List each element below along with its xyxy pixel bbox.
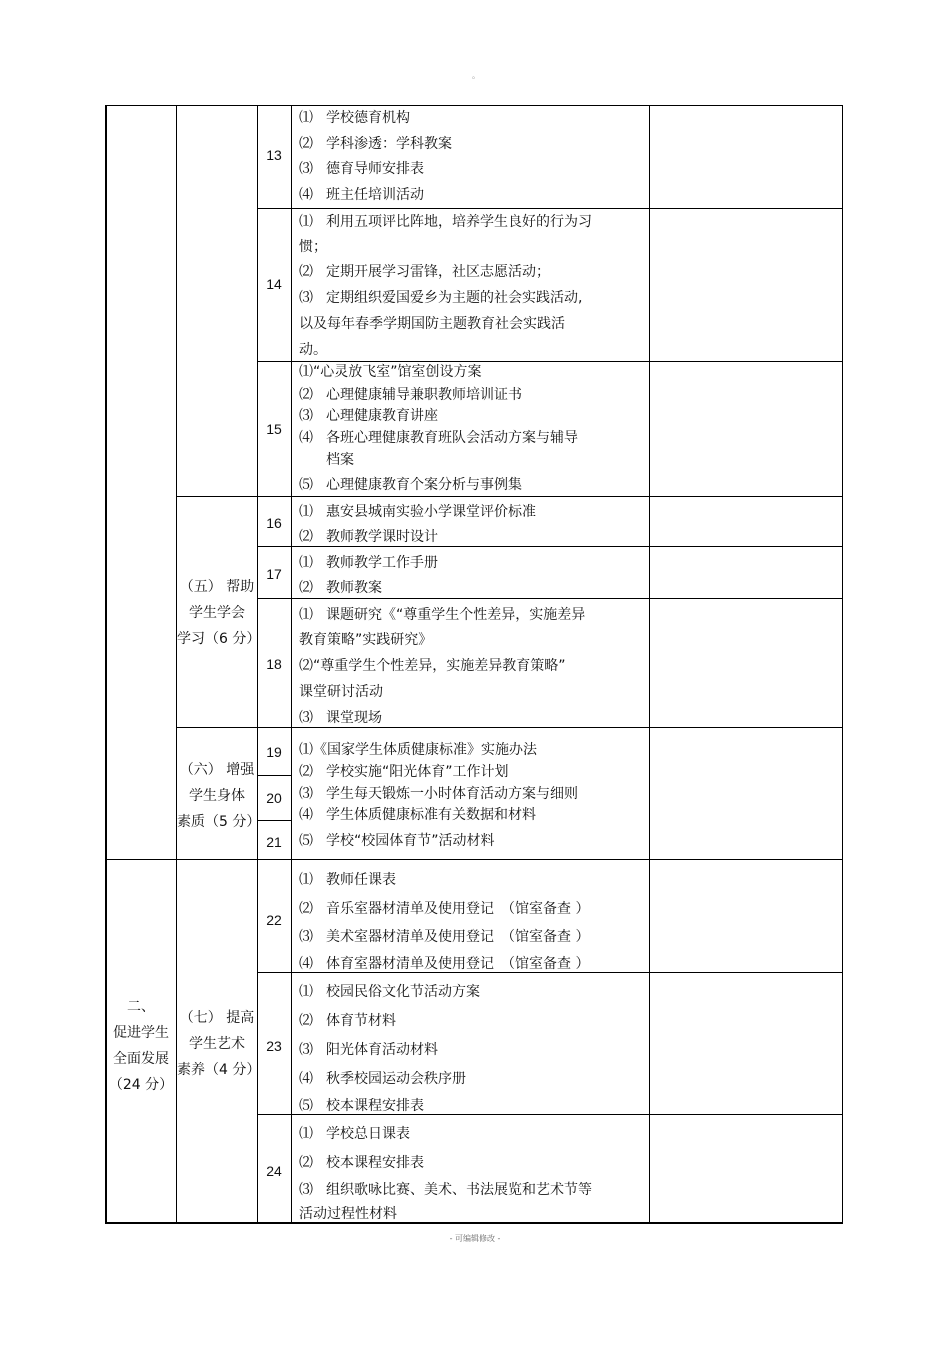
item-text: “心灵放飞室”馆室创设方案 bbox=[313, 364, 482, 380]
item-text: 学校德育机构 bbox=[326, 110, 410, 126]
list-item bbox=[299, 384, 522, 404]
item-text: 美术室器材清单及使用登记 （馆室备查 ） bbox=[326, 929, 590, 945]
list-item bbox=[299, 158, 424, 178]
item-marker: ⑴ bbox=[299, 742, 313, 758]
subsection-five-label bbox=[177, 574, 261, 652]
item-marker: ⑷ bbox=[299, 430, 313, 446]
subsection-five-line-3: 学习（6 分） bbox=[177, 631, 261, 647]
row-number: 16 bbox=[266, 515, 282, 531]
list-item bbox=[299, 604, 585, 624]
row-number: 14 bbox=[266, 276, 282, 292]
list-item bbox=[299, 1010, 396, 1030]
list-item bbox=[299, 261, 550, 281]
item-text: 档案 bbox=[326, 452, 354, 468]
list-item bbox=[299, 427, 578, 447]
row-divider-16-17 bbox=[257, 546, 843, 547]
item-marker: ⑶ bbox=[299, 1042, 313, 1058]
item-text: 心理健康辅导兼职教师培训证书 bbox=[326, 387, 522, 403]
item-text: 校本课程安排表 bbox=[326, 1098, 424, 1114]
item-text: 校园民俗文化节活动方案 bbox=[326, 984, 480, 1000]
list-item bbox=[299, 526, 438, 546]
list-item bbox=[299, 552, 438, 572]
item-text: 惠安县城南实验小学课堂评价标准 bbox=[326, 504, 536, 520]
item-text: 阳光体育活动材料 bbox=[326, 1042, 438, 1058]
row-divider-18-19 bbox=[176, 727, 843, 728]
item-marker: ⑸ bbox=[299, 1098, 313, 1114]
item-text: 活动过程性材料 bbox=[299, 1206, 397, 1222]
item-marker: ⑵ bbox=[299, 264, 313, 280]
item-marker: ⑴ bbox=[299, 214, 313, 230]
item-text: 德育导师安排表 bbox=[326, 161, 424, 177]
item-marker: ⑷ bbox=[299, 956, 313, 972]
item-text: 学校总日课表 bbox=[326, 1126, 410, 1142]
item-text: 体育室器材清单及使用登记 （馆室备查 ） bbox=[326, 956, 590, 972]
table-border-right bbox=[842, 105, 843, 1223]
item-text: 心理健康教育讲座 bbox=[326, 408, 438, 424]
list-item bbox=[299, 783, 578, 803]
item-marker: ⑴ bbox=[299, 110, 313, 126]
subsection-seven-line-1: （七） 提高 bbox=[179, 1010, 255, 1026]
item-text: 秋季校园运动会秩序册 bbox=[326, 1071, 466, 1087]
item-text: 课题研究《“尊重学生个性差异，实施差异 bbox=[326, 607, 586, 623]
subsection-seven-line-3: 素养（4 分） bbox=[177, 1062, 261, 1078]
item-text: 惯； bbox=[299, 239, 327, 255]
section-two-line-3: 全面发展 bbox=[113, 1051, 169, 1067]
table-border-bottom bbox=[105, 1222, 843, 1224]
item-marker: ⑴ bbox=[299, 607, 313, 623]
item-text: 教师教学课时设计 bbox=[326, 529, 438, 545]
item-text: 学校“校园体育节”活动材料 bbox=[326, 833, 495, 849]
item-marker: ⑵ bbox=[299, 529, 313, 545]
section-two-line-4: （24 分） bbox=[108, 1077, 174, 1093]
item-text: 定期组织爱国爱乡为主题的社会实践活动, bbox=[326, 290, 583, 306]
item-marker: ⑴ bbox=[299, 1126, 313, 1142]
item-text: 课堂现场 bbox=[326, 710, 382, 726]
list-item-continuation bbox=[299, 681, 383, 701]
row-number: 24 bbox=[266, 1163, 282, 1179]
item-marker: ⑷ bbox=[299, 187, 313, 203]
list-item bbox=[299, 830, 495, 850]
list-item bbox=[299, 577, 382, 597]
row-divider-20-21 bbox=[257, 820, 291, 821]
item-marker: ⑴ bbox=[299, 555, 313, 571]
item-marker: ⑶ bbox=[299, 710, 313, 726]
item-marker: ⑶ bbox=[299, 161, 313, 177]
list-item bbox=[299, 1068, 466, 1088]
item-marker: ⑵ bbox=[299, 387, 313, 403]
subsection-six-line-1: （六） 增强 bbox=[179, 762, 255, 778]
section-two-line-1: 二、 bbox=[127, 999, 155, 1015]
subsection-seven-line-2: 学生艺术 bbox=[189, 1036, 245, 1052]
subsection-six-line-2: 学生身体 bbox=[189, 788, 245, 804]
item-text: 利用五项评比阵地，培养学生良好的行为习 bbox=[326, 214, 592, 230]
section-two-line-2: 促进学生 bbox=[113, 1025, 169, 1041]
row-number: 17 bbox=[266, 566, 282, 582]
item-marker: ⑵ bbox=[299, 1013, 313, 1029]
subsection-six-label bbox=[177, 757, 261, 835]
list-item bbox=[299, 1179, 592, 1199]
list-item bbox=[299, 898, 589, 918]
list-item bbox=[299, 107, 410, 127]
row-number: 20 bbox=[266, 790, 282, 806]
list-item bbox=[299, 869, 396, 889]
item-text: 课堂研讨活动 bbox=[299, 684, 383, 700]
item-text: 定期开展学习雷锋，社区志愿活动； bbox=[326, 264, 550, 280]
item-marker: ⑸ bbox=[299, 833, 313, 849]
list-item bbox=[299, 1152, 424, 1172]
list-item bbox=[299, 804, 536, 824]
item-text: 以及每年春季学期国防主题教育社会实践活 bbox=[299, 316, 565, 332]
item-marker: ⑷ bbox=[299, 1071, 313, 1087]
list-item-continuation bbox=[299, 1203, 397, 1223]
item-marker: ⑴ bbox=[299, 364, 313, 380]
item-marker: ⑴ bbox=[299, 872, 313, 888]
list-item bbox=[299, 361, 482, 381]
top-mark: 。 bbox=[472, 71, 480, 80]
item-marker: ⑵ bbox=[299, 658, 313, 674]
subsection-five-line-2: 学生学会 bbox=[189, 605, 245, 621]
row-number: 23 bbox=[266, 1038, 282, 1054]
list-item bbox=[299, 211, 592, 231]
row-number: 13 bbox=[266, 147, 282, 163]
list-item-continuation bbox=[299, 339, 327, 359]
item-text: 校本课程安排表 bbox=[326, 1155, 424, 1171]
item-text: 教育策略”实践研究》 bbox=[299, 632, 433, 648]
list-item bbox=[299, 953, 589, 973]
item-marker: ⑵ bbox=[299, 1155, 313, 1171]
row-number: 15 bbox=[266, 421, 282, 437]
col-divider-3 bbox=[291, 105, 292, 1223]
item-text: 班主任培训活动 bbox=[326, 187, 424, 203]
list-item bbox=[299, 926, 589, 946]
subsection-seven-label bbox=[177, 1005, 261, 1083]
item-marker: ⑴ bbox=[299, 504, 313, 520]
item-marker: ⑸ bbox=[299, 477, 313, 493]
list-item bbox=[299, 707, 382, 727]
row-divider-19-20 bbox=[257, 775, 291, 776]
item-text: 心理健康教育个案分析与事例集 bbox=[326, 477, 522, 493]
item-text: 学生体质健康标准有关数据和材料 bbox=[326, 807, 536, 823]
item-text: 学校实施“阳光体育”工作计划 bbox=[326, 764, 509, 780]
row-number: 18 bbox=[266, 656, 282, 672]
list-item bbox=[299, 405, 438, 425]
row-number: 19 bbox=[266, 744, 282, 760]
item-marker: ⑵ bbox=[299, 580, 313, 596]
list-item bbox=[299, 981, 480, 1001]
list-item bbox=[299, 184, 424, 204]
item-marker: ⑶ bbox=[299, 290, 313, 306]
list-item bbox=[299, 287, 582, 307]
list-item bbox=[299, 133, 452, 153]
row-divider-17-18 bbox=[257, 598, 843, 599]
list-item-continuation bbox=[299, 629, 432, 649]
item-text: 组织歌咏比赛、美术、书法展览和艺术节等 bbox=[326, 1182, 592, 1198]
list-item bbox=[299, 1039, 438, 1059]
item-marker: ⑴ bbox=[299, 984, 313, 1000]
list-item bbox=[299, 1095, 424, 1115]
row-number: 21 bbox=[266, 834, 282, 850]
section-two-label bbox=[106, 994, 176, 1098]
item-marker: ⑵ bbox=[299, 764, 313, 780]
row-number: 22 bbox=[266, 912, 282, 928]
section-divider bbox=[105, 859, 843, 860]
item-marker: ⑶ bbox=[299, 1182, 313, 1198]
list-item bbox=[299, 474, 522, 494]
subsection-five-line-1: （五） 帮助 bbox=[179, 579, 255, 595]
row-divider-13-14 bbox=[257, 208, 843, 209]
item-text: 各班心理健康教育班队会活动方案与辅导 bbox=[326, 430, 578, 446]
table-border-top bbox=[105, 105, 843, 106]
item-text: 学生每天锻炼一小时体育活动方案与细则 bbox=[326, 786, 578, 802]
list-item-continuation bbox=[299, 313, 565, 333]
item-text: 教师教案 bbox=[326, 580, 382, 596]
item-marker: ⑶ bbox=[299, 408, 313, 424]
item-text: 教师任课表 bbox=[326, 872, 396, 888]
item-marker: ⑶ bbox=[299, 786, 313, 802]
item-marker: ⑵ bbox=[299, 136, 313, 152]
item-text: 学科渗透：学科教案 bbox=[326, 136, 452, 152]
col-divider-4 bbox=[649, 105, 650, 1223]
subsection-six-line-3: 素质（5 分） bbox=[177, 814, 261, 830]
list-item-continuation bbox=[326, 449, 354, 469]
item-text: 体育节材料 bbox=[326, 1013, 396, 1029]
item-marker: ⑷ bbox=[299, 807, 313, 823]
list-item-continuation bbox=[299, 236, 327, 256]
list-item bbox=[299, 761, 509, 781]
list-item bbox=[299, 1123, 410, 1143]
list-item bbox=[299, 655, 566, 675]
page-footer: - 可编辑修改 - bbox=[449, 1234, 501, 1243]
list-item bbox=[299, 739, 537, 759]
list-item bbox=[299, 501, 536, 521]
item-text: 《国家学生体质健康标准》实施办法 bbox=[313, 742, 537, 758]
item-marker: ⑶ bbox=[299, 929, 313, 945]
item-text: 音乐室器材清单及使用登记 （馆室备查 ） bbox=[326, 901, 590, 917]
item-text: 动。 bbox=[299, 342, 327, 358]
item-text: “尊重学生个性差异，实施差异教育策略” bbox=[313, 658, 566, 674]
row-divider-15-16 bbox=[176, 496, 843, 497]
item-text: 教师教学工作手册 bbox=[326, 555, 438, 571]
item-marker: ⑵ bbox=[299, 901, 313, 917]
